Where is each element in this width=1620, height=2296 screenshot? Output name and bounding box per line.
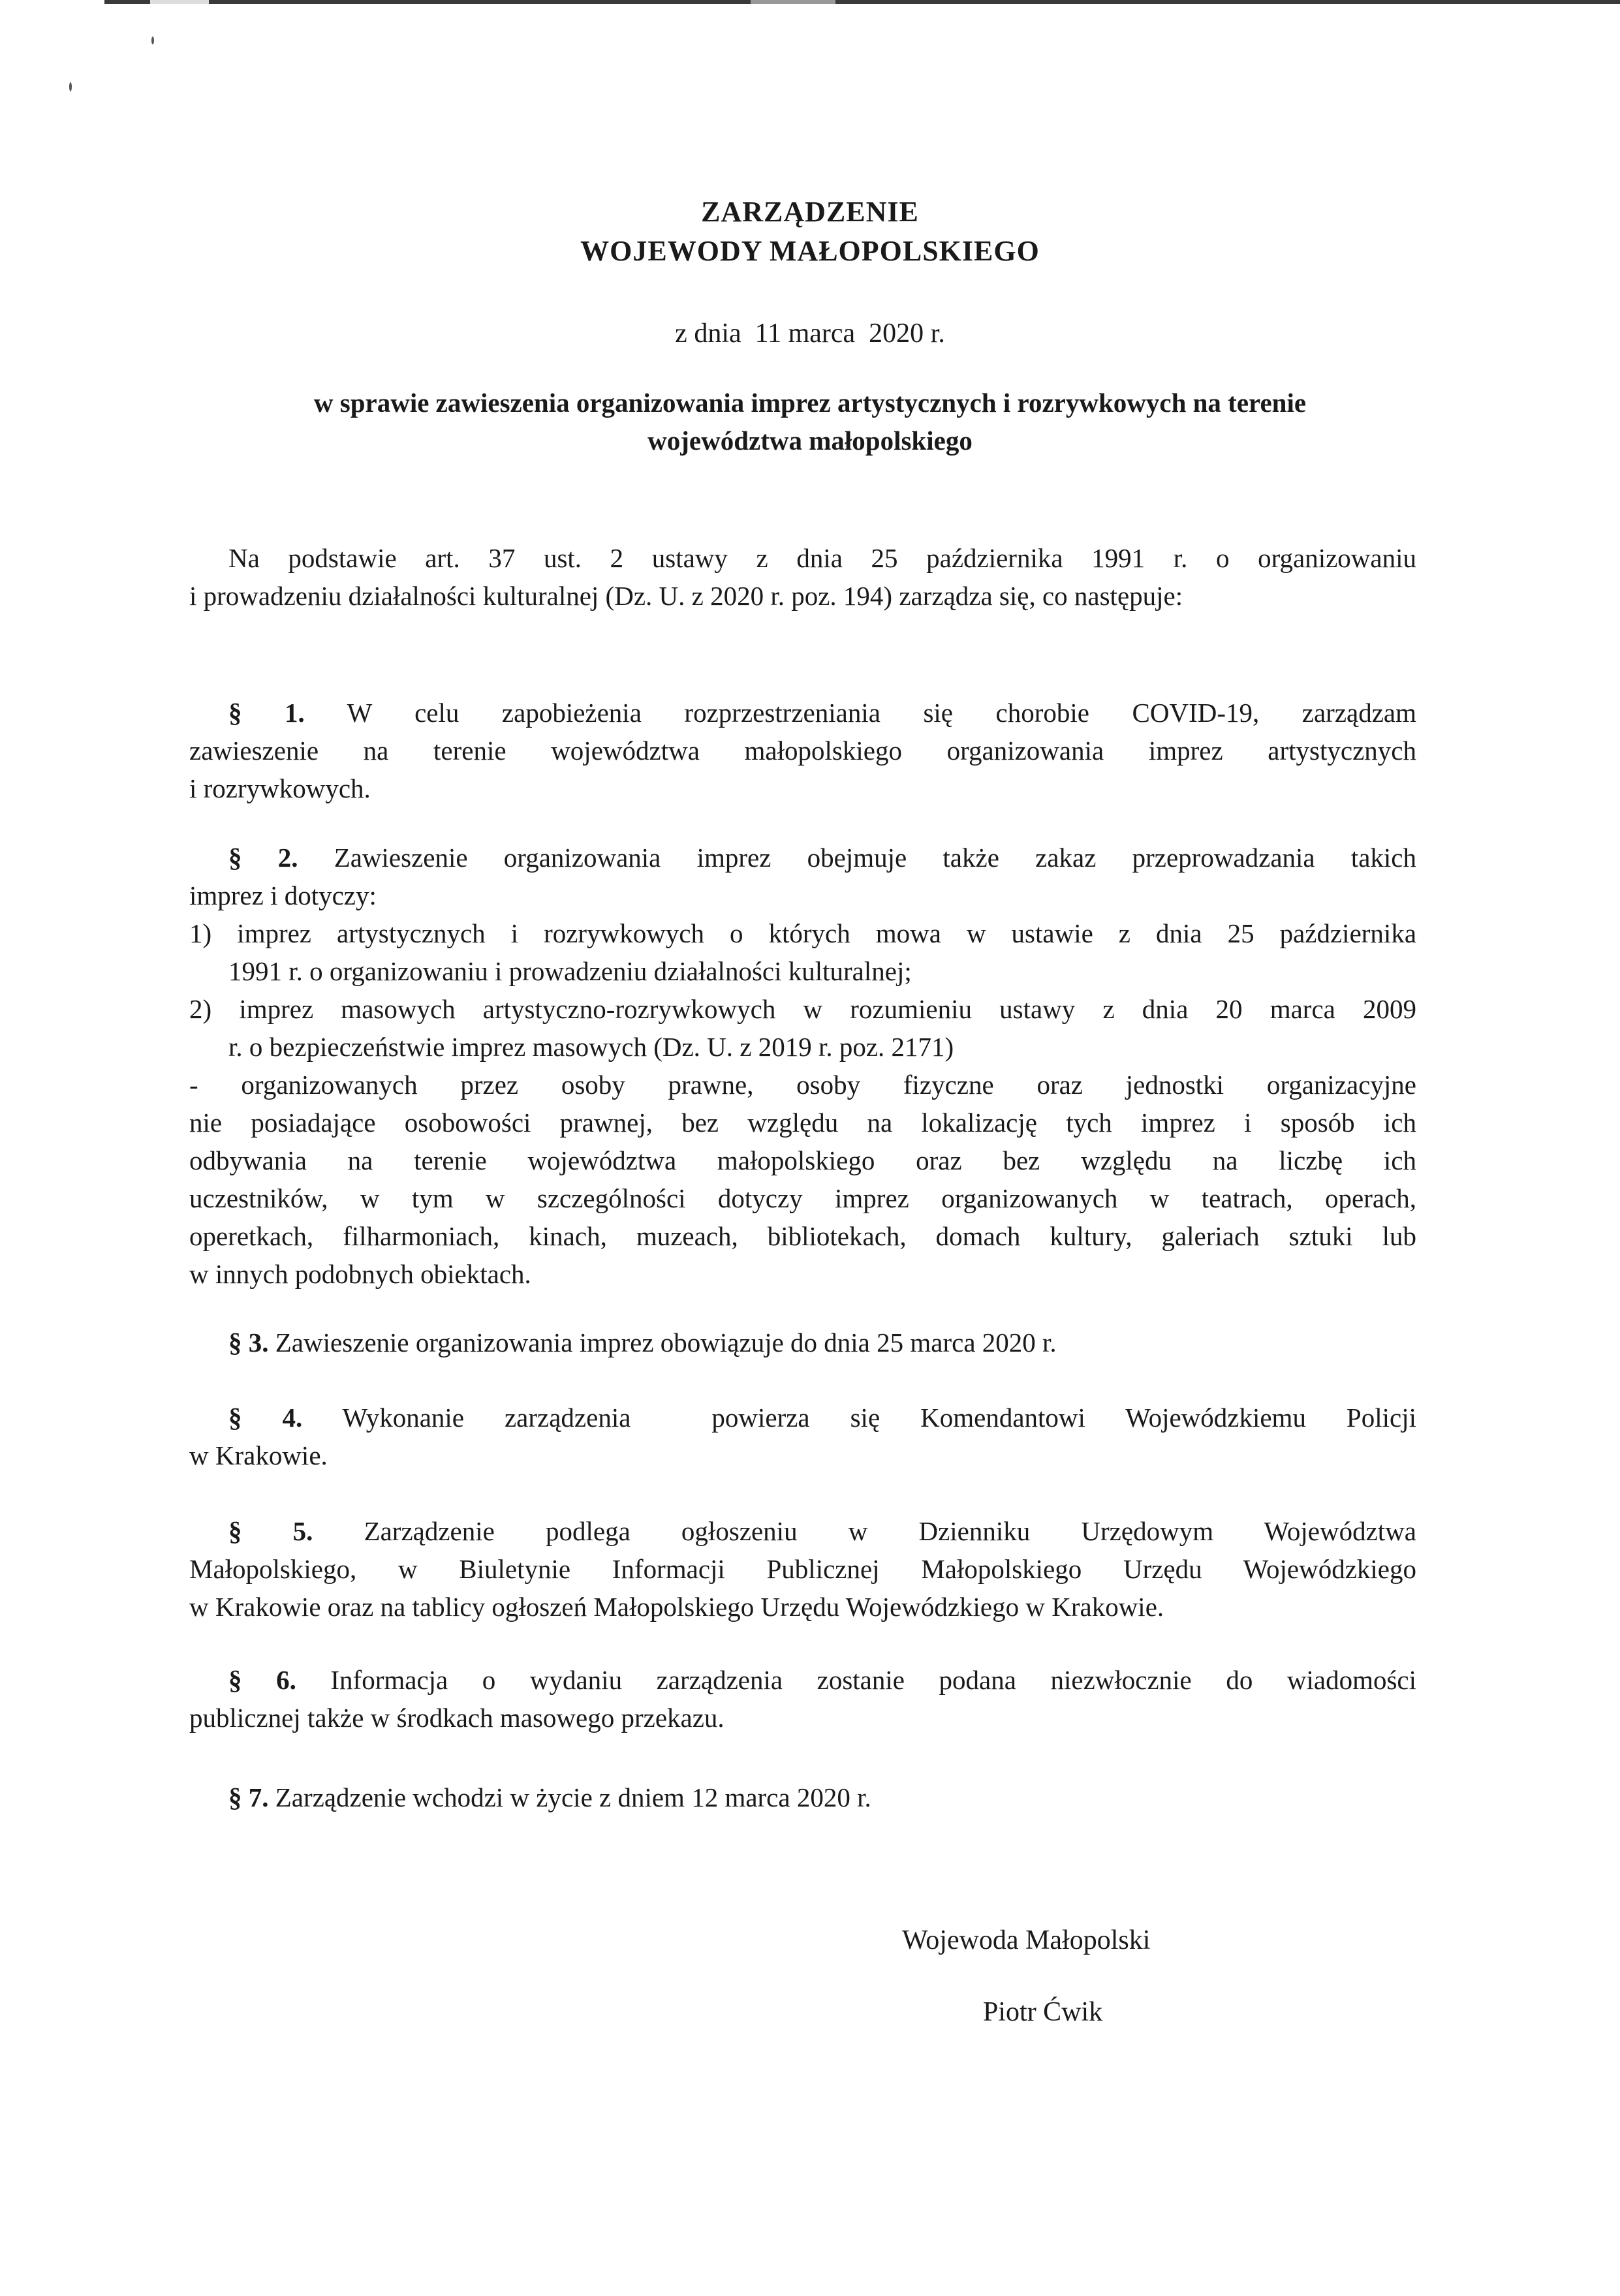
paragraph-line: w Krakowie.: [189, 1440, 328, 1470]
paragraph-line: [189, 839, 1416, 877]
paragraph-line: imprez i dotyczy:: [189, 880, 377, 910]
continuation-line: uczestników, w tym w szczególności dotyczy imprez organizowanych w teatrach, operach,: [189, 1183, 1416, 1213]
paragraph-line: i rozrywkowych.: [189, 773, 371, 803]
paragraph-text: Informacja o wydaniu zarządzenia zostanie podana niezwłocznie do wiadomości: [330, 1665, 1417, 1695]
paragraph-3: [189, 1324, 1416, 1361]
paragraph-4: [189, 1399, 1416, 1474]
preamble-line: Na podstawie art. 37 ust. 2 ustawy z dnia 25 października 1991 r. o organizowaniu: [228, 543, 1416, 573]
continuation-line: w innych podobnych obiektach.: [189, 1259, 531, 1289]
paragraph-number: § 2.: [228, 843, 298, 873]
paragraph-text: Wykonanie zarządzenia powierza się Komendantowi Wojewódzkiemu Policji: [342, 1403, 1416, 1433]
document-date: z dnia 11 marca 2020 r.: [675, 318, 945, 349]
document-subject-line1: w sprawie zawieszenia organizowania imprez artystycznych i rozrywkowych na terenie: [313, 388, 1307, 418]
paragraph-line: publicznej także w środkach masowego przekazu.: [189, 1703, 724, 1733]
list-marker: 1): [189, 918, 212, 948]
list-marker: 2): [189, 994, 212, 1024]
list-text: imprez masowych artystyczno-rozrywkowych w rozumieniu ustawy z dnia 20 marca 2009: [239, 994, 1416, 1024]
list-item-2-cont: r. o bezpieczeństwie imprez masowych (Dz. U. z 2019 r. poz. 2171): [228, 1032, 954, 1062]
paragraph-7: [189, 1778, 1416, 1816]
paragraph-text: Zarządzenie podlega ogłoszeniu w Dzienniku Urzędowym Województwa: [364, 1516, 1417, 1546]
dash-marker: -: [189, 1070, 198, 1100]
paragraph-line: [189, 694, 1416, 732]
continuation-line: odbywania na terenie województwa małopolskiego oraz bez względu na liczbę ich: [189, 1145, 1416, 1175]
paragraph-2: [189, 839, 1416, 1293]
signature-title: Wojewoda Małopolski: [902, 1925, 1151, 1955]
paragraph-text: Zawieszenie organizowania imprez obowiązuje do dnia 25 marca 2020 r.: [275, 1327, 1057, 1357]
scan-speck: [69, 82, 72, 91]
paragraph-line: Małopolskiego, w Biuletynie Informacji Publicznej Małopolskiego Urzędu Wojewódzkiego: [189, 1554, 1416, 1584]
paragraph-text: W celu zapobieżenia rozprzestrzeniania się chorobie COVID-19, zarządzam: [347, 698, 1417, 728]
document-subject-line2: województwa małopolskiego: [647, 426, 973, 456]
continuation-text: organizowanych przez osoby prawne, osoby fizyczne oraz jednostki organizacyjne: [241, 1070, 1417, 1100]
document-issuer: WOJEWODY MAŁOPOLSKIEGO: [580, 235, 1040, 267]
list-item-1: [189, 914, 1416, 952]
list-item-1-cont: 1991 r. o organizowaniu i prowadzeniu działalności kulturalnej;: [228, 956, 912, 986]
paragraph-number: § 6.: [228, 1665, 296, 1695]
preamble-line: i prowadzeniu działalności kulturalnej (Dz. U. z 2020 r. poz. 194) zarządza się, co następuje:: [189, 581, 1183, 611]
paragraph-line: [189, 1778, 1416, 1816]
paragraph-text: Zawieszenie organizowania imprez obejmuje także zakaz przeprowadzania takich: [334, 843, 1417, 873]
document-title: ZARZĄDZENIE: [701, 196, 919, 228]
paragraph-number: § 5.: [228, 1516, 313, 1546]
paragraph-1: [189, 694, 1416, 807]
paragraph-line: [189, 1512, 1416, 1550]
list-item-2: [189, 990, 1416, 1028]
scan-edge-artifact: [0, 0, 1620, 4]
continuation-line: [189, 1066, 1416, 1104]
continuation-line: operetkach, filharmoniach, kinach, muzeach, bibliotekach, domach kultury, galeriach sztuki lub: [189, 1221, 1416, 1251]
paragraph-text: Zarządzenie wchodzi w życie z dniem 12 marca 2020 r.: [275, 1782, 871, 1812]
list-text: imprez artystycznych i rozrywkowych o których mowa w ustawie z dnia 25 października: [237, 918, 1417, 948]
paragraph-line: [189, 1661, 1416, 1699]
paragraph-5: [189, 1512, 1416, 1626]
continuation-line: nie posiadające osobowości prawnej, bez względu na lokalizację tych imprez i sposób ich: [189, 1108, 1416, 1138]
paragraph-line: [189, 1399, 1416, 1436]
signature-name: Piotr Ćwik: [983, 1997, 1103, 2027]
paragraph-number: § 7.: [228, 1782, 269, 1812]
paragraph-number: § 3.: [228, 1327, 269, 1357]
paragraph-line: zawieszenie na terenie województwa małopolskiego organizowania imprez artystycznych: [189, 736, 1416, 766]
paragraph-number: § 1.: [228, 698, 305, 728]
paragraph-line: w Krakowie oraz na tablicy ogłoszeń Małopolskiego Urzędu Wojewódzkiego w Krakowie.: [189, 1592, 1164, 1622]
preamble: [189, 539, 1416, 615]
scan-speck: [151, 37, 154, 44]
paragraph-6: [189, 1661, 1416, 1737]
paragraph-line: [189, 1324, 1416, 1361]
paragraph-number: § 4.: [228, 1403, 303, 1433]
